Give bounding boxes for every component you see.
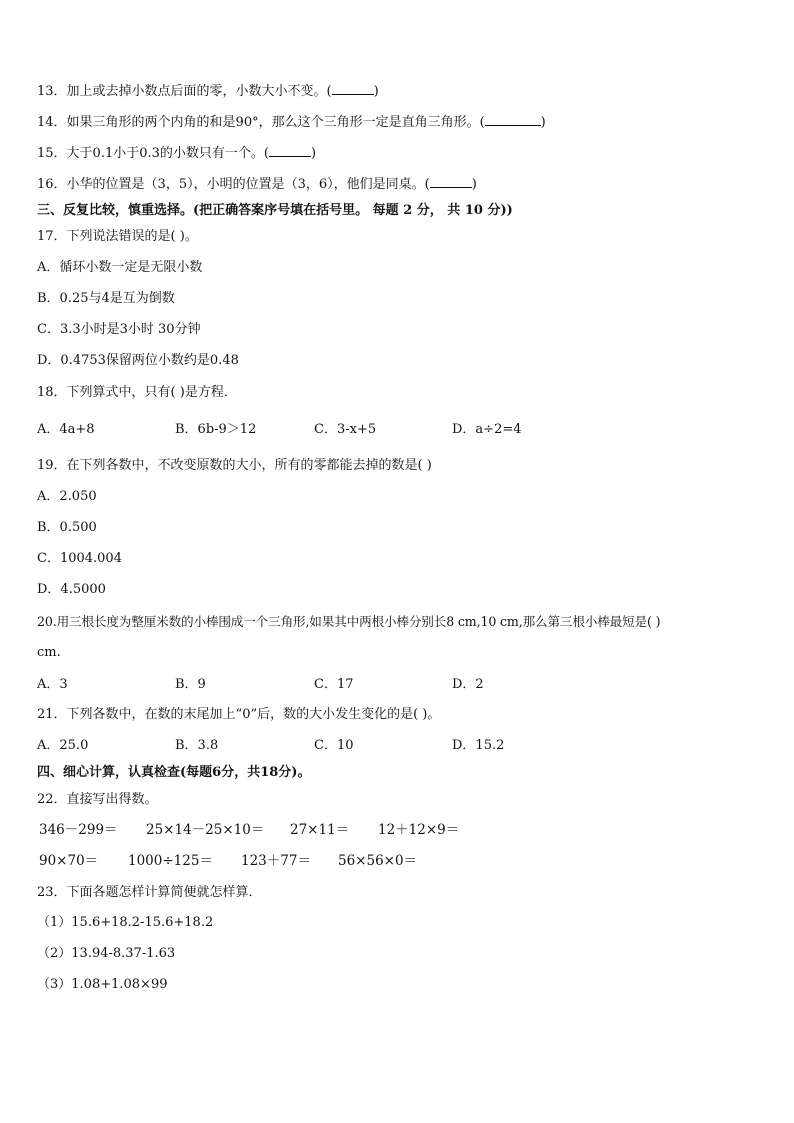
question-23-item-3: （3）1.08+1.08×99 — [37, 977, 168, 992]
question-21-option-c[interactable]: C．10 — [314, 738, 354, 753]
question-17-option-d[interactable]: D．0.4753保留两位小数约是0.48 — [37, 353, 239, 368]
question-19-option-c[interactable]: C．1004.004 — [37, 551, 122, 566]
question-14-text: 14．如果三角形的两个内角的和是90°，那么这个三角形一定是直角三角形。( — [37, 115, 485, 130]
question-23-item-2: （2）13.94-8.37-1.63 — [37, 946, 176, 961]
question-21-option-a[interactable]: A．25.0 — [37, 738, 89, 753]
question-18-option-b[interactable]: B．6b-9＞12 — [175, 422, 257, 437]
question-18-option-c[interactable]: C．3-x+5 — [314, 422, 377, 437]
question-20-option-d[interactable]: D．2 — [452, 677, 484, 692]
calc-2-1: 90×70＝ — [39, 853, 99, 869]
question-20-option-b[interactable]: B．9 — [175, 677, 206, 692]
calc-1-4: 12＋12×9＝ — [378, 822, 460, 838]
question-15-text: 15．大于0.1小于0.3的小数只有一个。( — [37, 146, 269, 161]
question-19-option-b[interactable]: B．0.500 — [37, 520, 97, 535]
question-16: 16．小华的位置是（3，5），小明的位置是（3，6），他们是同桌。( ) — [37, 177, 477, 192]
answer-blank-13[interactable] — [332, 82, 374, 95]
question-17-option-b[interactable]: B．0.25与4是互为倒数 — [37, 291, 175, 306]
question-20-stem-cont: cm. — [37, 645, 61, 660]
answer-blank-15[interactable] — [269, 144, 311, 157]
question-20-option-a[interactable]: A．3 — [37, 677, 68, 692]
question-20-stem: 20.用三根长度为整厘米数的小棒围成一个三角形,如果其中两根小棒分别长8 cm,10 cm,那么第三根小棒最短是( ) — [37, 614, 661, 629]
calc-1-3: 27×11＝ — [290, 822, 350, 838]
answer-blank-14[interactable] — [485, 113, 541, 126]
calc-2-4: 56×56×0＝ — [338, 853, 418, 869]
calc-2-2: 1000÷125＝ — [128, 853, 213, 869]
question-18-option-d[interactable]: D．a÷2=4 — [452, 422, 522, 437]
question-21-stem: 21．下列各数中，在数的末尾加上“0”后，数的大小发生变化的是( )。 — [37, 707, 441, 722]
question-14: 14．如果三角形的两个内角的和是90°，那么这个三角形一定是直角三角形。( ) — [37, 115, 546, 130]
question-21-option-b[interactable]: B．3.8 — [175, 738, 219, 753]
question-21-option-d[interactable]: D．15.2 — [452, 738, 505, 753]
question-18-stem: 18．下列算式中，只有( )是方程． — [37, 385, 237, 400]
question-13-text: 13．加上或去掉小数点后面的零，小数大小不变。( — [37, 84, 332, 99]
question-17-stem: 17．下列说法错误的是( )。 — [37, 229, 198, 244]
question-19-option-a[interactable]: A．2.050 — [37, 489, 97, 504]
question-22-stem: 22．直接写出得数。 — [37, 792, 158, 807]
question-20-option-c[interactable]: C．17 — [314, 677, 354, 692]
question-13: 13．加上或去掉小数点后面的零，小数大小不变。( ) — [37, 84, 379, 99]
question-16-text: 16．小华的位置是（3，5），小明的位置是（3，6），他们是同桌。( — [37, 177, 430, 192]
question-15: 15．大于0.1小于0.3的小数只有一个。( ) — [37, 146, 317, 161]
calc-1-1: 346－299＝ — [39, 822, 118, 838]
answer-blank-16[interactable] — [430, 175, 472, 188]
section-3-heading: 三、反复比较，慎重选择。(把正确答案序号填在括号里。 每题 2 分， 共 10 分)) — [37, 203, 513, 218]
question-23-item-1: （1）15.6+18.2-15.6+18.2 — [37, 915, 214, 930]
question-19-stem: 19．在下列各数中，不改变原数的大小，所有的零都能去掉的数是( ) — [37, 458, 432, 473]
question-17-option-c[interactable]: C．3.3小时是3小时 30分钟 — [37, 322, 201, 337]
section-4-heading: 四、细心计算，认真检查(每题6分，共18分)。 — [37, 765, 311, 780]
calc-2-3: 123＋77＝ — [241, 853, 311, 869]
question-23-stem: 23．下面各题怎样计算简便就怎样算． — [37, 885, 262, 900]
question-18-option-a[interactable]: A．4a+8 — [37, 422, 95, 437]
calc-1-2: 25×14－25×10＝ — [146, 822, 265, 838]
question-17-option-a[interactable]: A．循环小数一定是无限小数 — [37, 260, 203, 275]
question-19-option-d[interactable]: D．4.5000 — [37, 582, 106, 597]
